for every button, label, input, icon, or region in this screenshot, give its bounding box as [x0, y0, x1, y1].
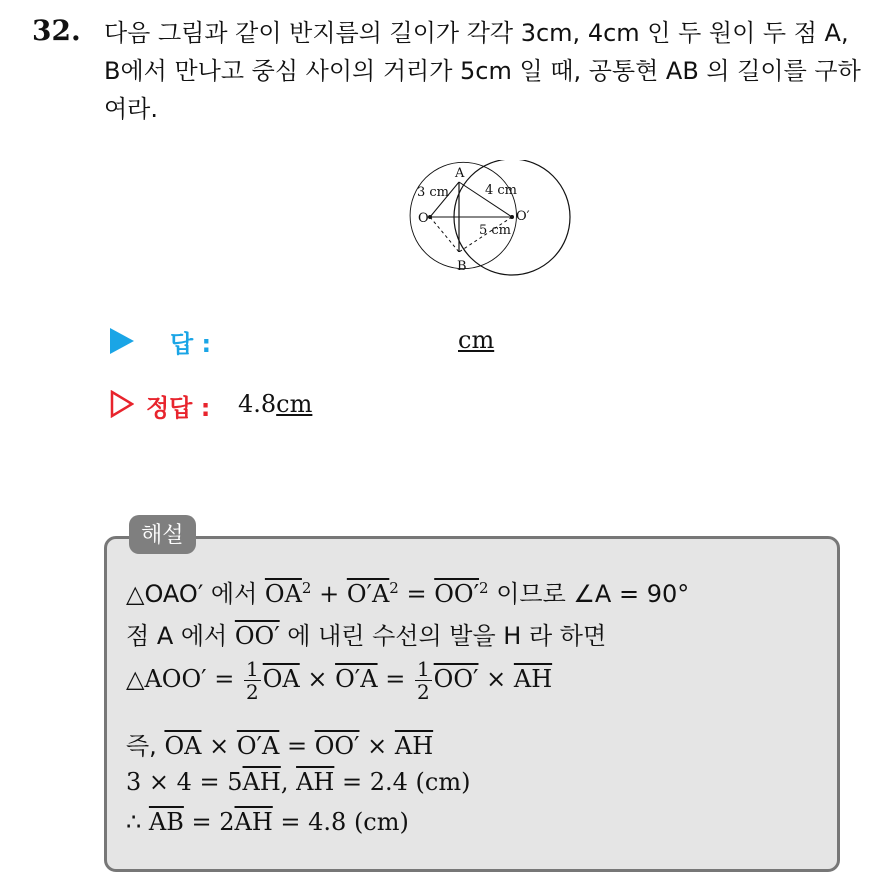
label-3cm: 3 cm: [417, 185, 450, 200]
play-arrow-icon: [110, 328, 134, 354]
solution-line-3: △AOO′ = $\frac{1}{2}$ $\overline{OA} \times O'A$ = $\frac{1}{2}$ $OO' \times \overline{AH}$: [126, 657, 553, 704]
key-answer: [238, 390, 312, 418]
answer-row: [110, 322, 610, 362]
label-a: A: [455, 166, 465, 181]
solution-line-4: 즉, $\overline{OA} \times O'A = OO' \times \overline{AH}$: [126, 732, 434, 760]
label-5cm: 5 cm: [479, 223, 512, 238]
center-o-prime-dot: [510, 215, 514, 219]
label-b: B: [457, 259, 467, 274]
fraction-half-2: $\frac{1}{2}$: [416, 657, 430, 704]
key-unit: cm: [276, 390, 313, 418]
solution-tag: 해설: [129, 515, 196, 554]
outline-arrow-icon: [110, 390, 134, 418]
solution-line-6: ∴ $\overline{AB} = 2\overline{AH} = 4.8$ (cm): [126, 808, 409, 836]
key-label: 정답 :: [146, 394, 211, 422]
solution-line-1: △OAO′ 에서 $\overline{OA}^2 + O'A^2 = OO'^2$ 이므로 ∠A = 90°: [126, 579, 690, 608]
question-number: 32.: [32, 14, 81, 47]
label-4cm: 4 cm: [485, 183, 518, 198]
key-value: 4.8: [238, 390, 277, 418]
solution-line-5: $3 \times 4 = 5\overline{AH}$, $\overline{AH} = 2.4$ (cm): [126, 768, 471, 796]
answer-unit: cm: [458, 326, 495, 354]
key-row: [110, 386, 610, 426]
label-o-prime: O′: [516, 209, 530, 224]
label-o: O: [418, 211, 429, 226]
answer-label: 답 :: [170, 330, 212, 358]
two-circles-figure: [385, 160, 575, 280]
fraction-half: $\frac{1}{2}$: [245, 657, 259, 704]
question-text: 다음 그림과 같이 반지름의 길이가 각각 3cm, 4cm 인 두 원이 두 점 A, B에서 만나고 중심 사이의 거리가 5cm 일 때, 공통현 AB 의 길이를 구하여라.: [104, 19, 861, 123]
solution-line-2: 점 A 에서 OO′ 에 내린 수선의 발을 H 라 하면: [126, 622, 607, 650]
